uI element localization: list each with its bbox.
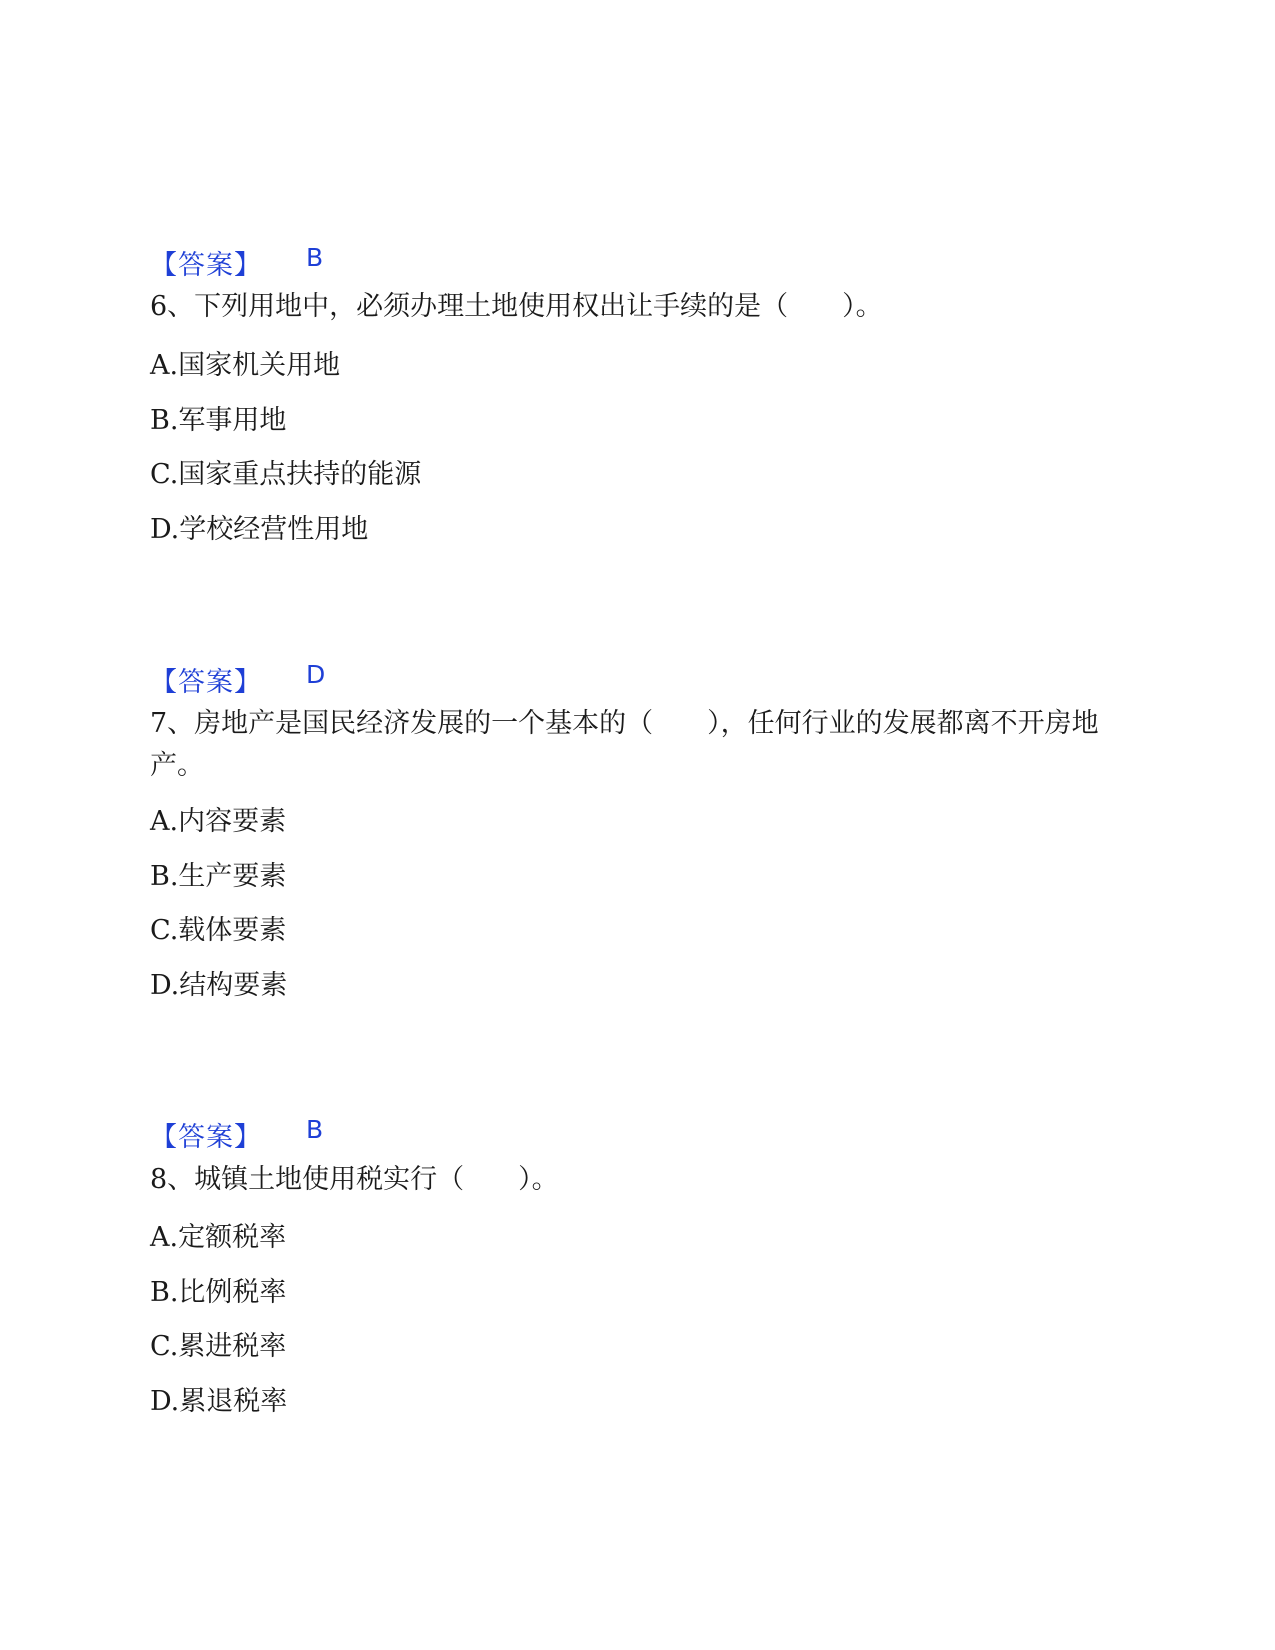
answer-label: 【答案】 <box>150 667 262 698</box>
option-a: A.国家机关用地 <box>150 350 341 381</box>
option-b: B.生产要素 <box>150 861 287 892</box>
question-7: 7、房地产是国民经济发展的一个基本的（ ），任何行业的发展都离不开房地产。 <box>150 708 1099 781</box>
option-c: C.国家重点扶持的能源 <box>150 459 422 490</box>
option-b: B.比例税率 <box>150 1277 287 1308</box>
question-8: 8、城镇土地使用税实行（ ）。 <box>150 1164 559 1195</box>
answer-value: D <box>306 660 326 689</box>
answer-line <box>150 660 326 699</box>
option-c: C.累进税率 <box>150 1331 287 1362</box>
question-6: 6、下列用地中，必须办理土地使用权出让手续的是（ ）。 <box>150 291 883 322</box>
option-d: D.累退税率 <box>150 1386 288 1417</box>
answer-value: B <box>306 243 324 272</box>
option-c: C.载体要素 <box>150 915 287 946</box>
answer-label: 【答案】 <box>150 1122 262 1153</box>
option-a: A.定额税率 <box>150 1222 287 1253</box>
option-d: D.学校经营性用地 <box>150 514 369 545</box>
option-a: A.内容要素 <box>150 806 287 837</box>
answer-line <box>150 243 324 282</box>
option-b: B.军事用地 <box>150 405 287 436</box>
answer-line <box>150 1115 324 1154</box>
answer-value: B <box>306 1115 324 1144</box>
option-d: D.结构要素 <box>150 970 288 1001</box>
answer-label: 【答案】 <box>150 250 262 281</box>
